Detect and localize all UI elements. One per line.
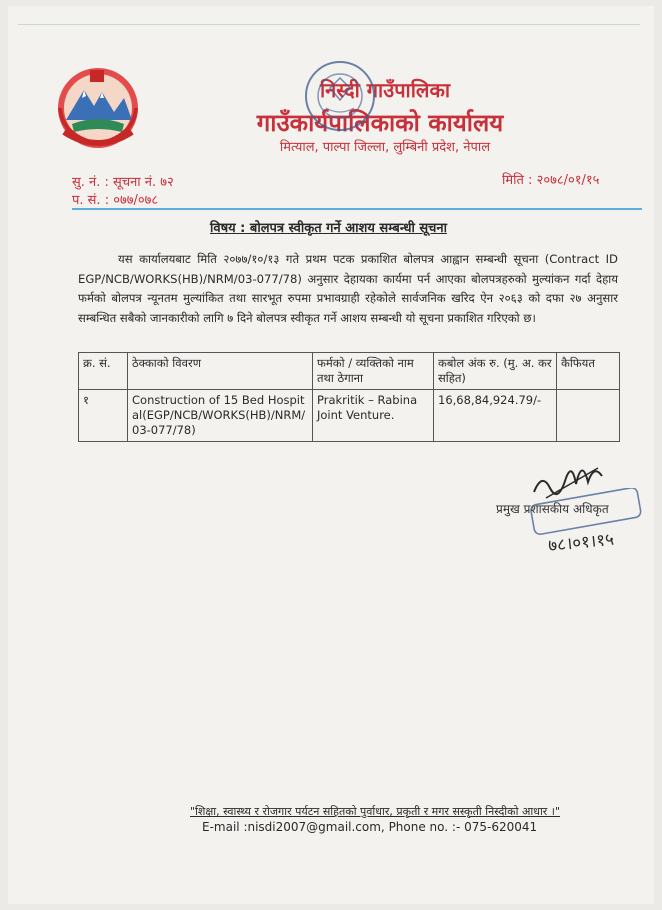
col-header-amount: कबोल अंक रु. (मु. अ. कर सहित) — [434, 353, 557, 390]
office-title: गाउँकार्यपालिकाको कार्यालय — [256, 109, 504, 137]
top-rule — [18, 24, 640, 25]
cell-firm: Prakritik – Rabina Joint Venture. — [313, 390, 434, 442]
col-header-firm: फर्मको / व्यक्तिको नाम तथा ठेगाना — [313, 353, 434, 390]
office-address: मित्याल, पाल्पा जिल्ला, लुम्बिनी प्रदेश, नेपाल — [279, 140, 491, 155]
cell-amount: 16,68,84,924.79/- — [434, 390, 557, 442]
cell-description: Construction of 15 Bed Hospital(EGP/NCB/WORKS(HB)/NRM/03-077/78) — [128, 390, 313, 442]
notice-number: सु. नं. : सूचना नं. ७२ — [72, 175, 174, 190]
col-header-remarks: कैफियत — [557, 353, 620, 390]
org-name: निस्दी गाउँपालिका — [319, 78, 451, 102]
office-seal-icon — [300, 56, 380, 136]
table-header-row — [79, 353, 620, 390]
footer-motto: "शिक्षा, स्वास्थ्य र रोजगार पर्यटन सहितको पुर्वाधार, प्रकृती र मगर सस्कृती निस्दीको आधार ।" — [190, 805, 561, 818]
col-header-sn: क्र. सं. — [79, 353, 128, 390]
footer-contact: E-mail :nisdi2007@gmail.com, Phone no. :- 075-620041 — [202, 820, 538, 834]
notice-body: यस कार्यालयबाट मिति २०७७/१०/१३ गते प्रथम पटक प्रकाशित बोलपत्र आह्वान सम्बन्धी सूचना (Contract ID EGP/NCB/WORKS(HB)/NRM/03-077/78) अनुसार देहायका कार्यमा पर्न आएका बोलपत्रहरुको मुल्यांकन गर्दा देहाय फर्मको बोलपत्र न्यूनतम मुल्यांकित तथा सारभूत रुपमा प्रभावग्राही रहेकोले सार्वजनिक खरिद ऐन २०६३ को दफा २७ अनुसार सम्बन्धित सबैको जानकारीको लागि ७ दिने बोलपत्र स्वीकृत गर्ने आशय सम्बन्धी यो सूचना प्रकाशित गरिएको छ। — [78, 252, 618, 325]
nepal-emblem-icon — [52, 62, 144, 152]
signer-title: प्रमुख प्रशासकीय अधिकृत — [496, 502, 609, 516]
table-row — [79, 390, 620, 442]
fiscal-year: प. सं. : ०७७/०७८ — [72, 193, 159, 208]
handwritten-date: ७८।०१।१५ — [547, 529, 615, 557]
bid-table — [78, 352, 620, 442]
cell-sn: १ — [79, 390, 128, 442]
header-rule — [72, 208, 642, 210]
issue-date: मिति : २०७८/०१/१५ — [502, 173, 600, 188]
subject-line: विषय : बोलपत्र स्वीकृत गर्ने आशय सम्बन्धी सूचना — [210, 221, 447, 236]
col-header-description: ठेक्काको विवरण — [128, 353, 313, 390]
cell-remarks — [557, 390, 620, 442]
